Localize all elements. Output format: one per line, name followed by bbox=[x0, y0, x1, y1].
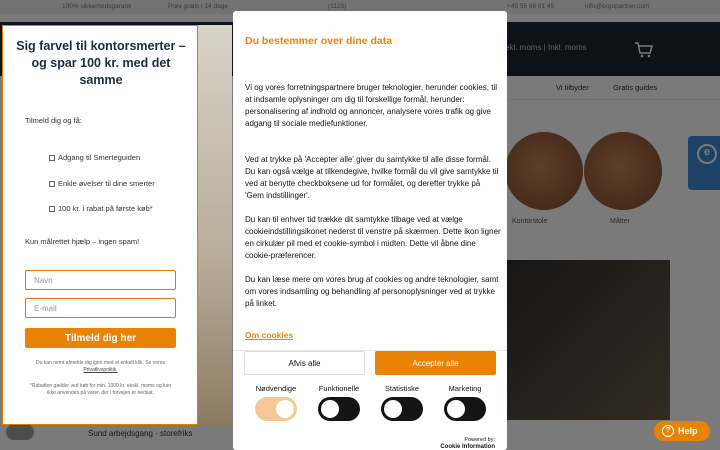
signup-button[interactable]: Tilmeld dig her bbox=[25, 328, 176, 348]
decline-all-button[interactable]: Afvis alle bbox=[244, 351, 365, 375]
cookie-paragraph: Vi og vores forretningspartnere bruger teknologier, herunder cookies, til at indsamle oplysninger om dig til forskellige formål, herunder: personalisering af indhold og annoncer, analysere vores trafik og give adgang til sociale mediefunktioner. bbox=[245, 83, 497, 128]
name-field[interactable]: Navn bbox=[25, 270, 176, 290]
powered-by bbox=[440, 437, 495, 450]
toggle-label-necessary: Nødvendige bbox=[255, 384, 297, 393]
benefit-label: Enkle øvelser til dine smerter bbox=[58, 179, 155, 188]
cookie-paragraph: Du kan til enhver tid trække dit samtykke tilbage ved at vælge cookieindstillingsikonet nederst til venstre på skærmen. Dette ikon ligner en cirkulær pil med et cookie-symbol i midten. Dette vil åbne dine cookie-præferencer. bbox=[245, 215, 501, 260]
email-field[interactable]: E-mail bbox=[25, 298, 176, 318]
newsletter-signup-panel bbox=[2, 25, 198, 425]
toggle-knob bbox=[384, 400, 402, 418]
toggle-marketing[interactable] bbox=[444, 397, 486, 421]
signup-photo bbox=[198, 25, 232, 425]
privacy-note bbox=[25, 360, 176, 374]
checkbox-icon bbox=[49, 181, 55, 187]
toggle-knob bbox=[447, 400, 465, 418]
toggle-knob bbox=[276, 400, 294, 418]
toggle-statistics[interactable] bbox=[381, 397, 423, 421]
powered-by-label: Powered by: bbox=[464, 437, 495, 443]
powered-by-brand[interactable]: Cookie Information bbox=[440, 444, 495, 450]
benefit-label: 100 kr. i rabat på første køb* bbox=[58, 204, 153, 213]
help-label: Help bbox=[678, 426, 698, 436]
toggle-label-statistics: Statistiske bbox=[384, 384, 420, 393]
checkbox-icon bbox=[49, 155, 55, 161]
signup-subtitle: Tilmeld dig og få: bbox=[25, 116, 82, 125]
checkbox-icon bbox=[49, 206, 55, 212]
benefit-item bbox=[49, 179, 155, 188]
question-icon: ? bbox=[662, 425, 674, 437]
toggle-knob bbox=[321, 400, 339, 418]
accept-all-button[interactable]: Accepter alle bbox=[375, 351, 496, 375]
toggle-functional[interactable] bbox=[318, 397, 360, 421]
toggle-label-functional: Funktionelle bbox=[318, 384, 360, 393]
benefit-item bbox=[49, 153, 140, 162]
privacy-note-text: Du kan nemt afmelde dig igen med et enkelt klik. Se vores bbox=[36, 360, 165, 366]
signup-tagline: Kun målrettet hjælp – ingen spam! bbox=[25, 237, 140, 246]
signup-title: Sig farvel til kontorsmerter – og spar 100 kr. med det samme bbox=[16, 39, 186, 87]
cookie-consent-dialog bbox=[233, 11, 507, 450]
help-button[interactable] bbox=[654, 421, 710, 441]
cookie-paragraph: Ved at trykke på 'Accepter alle' giver du samtykke til alle disse formål. Du kan også vælge at tilkendegive, hvilke formål du vil give samtykke til ved at benytte checkboksene ud for formålet, og derefter trykke på 'Gem indstillinger'. bbox=[245, 155, 499, 200]
discount-footnote: *Rabatten gælder ved køb for min. 1000 kr. ekskl. moms og kan ikke anvendes på varer, der i forvejen er nedsat. bbox=[29, 383, 172, 396]
toggle-label-marketing: Marketing bbox=[448, 384, 482, 393]
benefit-item bbox=[49, 204, 153, 213]
benefit-label: Adgang til Smerteguiden bbox=[58, 153, 141, 162]
cookie-paragraph: Du kan læse mere om vores brug af cookies og andre teknologier, samt om vores indsamling og behandling af personoplysninger ved at trykke på linket. bbox=[245, 275, 499, 308]
cookie-heading: Du bestemmer over dine data bbox=[245, 35, 393, 47]
toggle-necessary[interactable] bbox=[255, 397, 297, 421]
privacy-policy-link[interactable]: Privatlivspolitik. bbox=[83, 367, 118, 373]
about-cookies-link[interactable]: Om cookies bbox=[245, 330, 294, 340]
